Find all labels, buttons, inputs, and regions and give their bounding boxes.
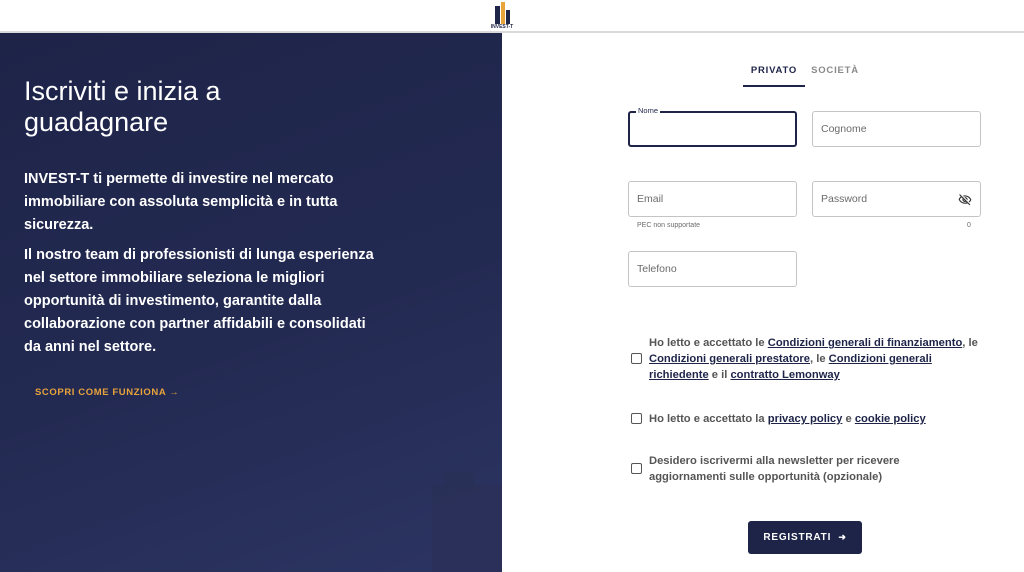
logo-mark — [492, 2, 512, 24]
logo-text: INVEST-T — [490, 24, 514, 30]
privacy-sep: e — [842, 413, 855, 425]
newsletter-consent-text: Desidero iscrivermi alla newsletter per ricevere aggiornamenti sulle opportunità (opzionale) — [649, 455, 900, 483]
hero-panel — [0, 33, 502, 572]
privacy-checkbox[interactable] — [631, 413, 642, 424]
register-button[interactable] — [748, 521, 862, 554]
tab-societa[interactable]: SOCIETÀ — [811, 65, 859, 76]
privacy-prefix: Ho letto e accettato la — [649, 413, 768, 425]
top-bar — [0, 0, 1024, 33]
terms-prefix: Ho letto e accettato le — [649, 337, 768, 349]
privacy-consent-text — [649, 411, 989, 427]
telefono-placeholder: Telefono — [637, 263, 677, 275]
hero-title: Iscriviti e inizia a guadagnare — [24, 76, 221, 137]
cookie-policy-link[interactable]: cookie policy — [854, 413, 926, 425]
arrow-right-icon: ➜ — [838, 532, 847, 542]
email-placeholder: Email — [637, 193, 664, 205]
newsletter-checkbox[interactable] — [631, 463, 642, 474]
hero-paragraph-2: Il nostro team di professionisti di lunga esperienza nel settore immobiliare seleziona le migliori opportunità di investimento, garantite dalla collaborazione con partner affidabili e consolidati da anni nel settore. — [24, 247, 374, 355]
nome-field[interactable] — [628, 106, 797, 147]
terms-consent-text — [649, 335, 989, 383]
telefono-field[interactable] — [628, 251, 797, 287]
cognome-field[interactable] — [812, 111, 981, 147]
email-field[interactable] — [628, 181, 797, 217]
building-silhouette — [432, 485, 502, 572]
hero-paragraph-1: INVEST-T ti permette di investire nel mercato immobiliare con assoluta semplicità e in tutta sicurezza. — [24, 171, 338, 233]
terms-sep-2: , le — [810, 353, 829, 365]
nome-label: Nome — [638, 106, 659, 115]
tab-privato[interactable]: PRIVATO — [743, 60, 805, 87]
condizioni-prestatore-link[interactable]: Condizioni generali prestatore — [649, 353, 811, 365]
eye-off-icon[interactable] — [958, 193, 972, 207]
privacy-policy-link[interactable]: privacy policy — [767, 413, 843, 425]
discover-how-it-works-link[interactable] — [35, 387, 179, 398]
password-counter: 0 — [967, 222, 971, 229]
condizioni-finanziamento-link[interactable]: Condizioni generali di finanziamento — [767, 337, 963, 349]
password-field[interactable] — [812, 181, 981, 217]
invest-t-logo[interactable] — [489, 2, 515, 32]
cognome-placeholder: Cognome — [821, 123, 867, 135]
register-label: REGISTRATI — [763, 532, 832, 543]
terms-sep-3: e il — [708, 369, 731, 381]
arrow-right-icon: → — [169, 387, 180, 398]
contratto-lemonway-link[interactable]: contratto Lemonway — [730, 369, 840, 381]
terms-sep-1: , le — [962, 337, 978, 349]
terms-checkbox[interactable] — [631, 353, 642, 364]
email-hint: PEC non supportate — [637, 222, 701, 229]
password-placeholder: Password — [821, 193, 868, 205]
condizioni-richiedente-link[interactable]: Condizioni generali richiedente — [649, 353, 932, 381]
discover-link-label: SCOPRI COME FUNZIONA — [35, 387, 166, 398]
